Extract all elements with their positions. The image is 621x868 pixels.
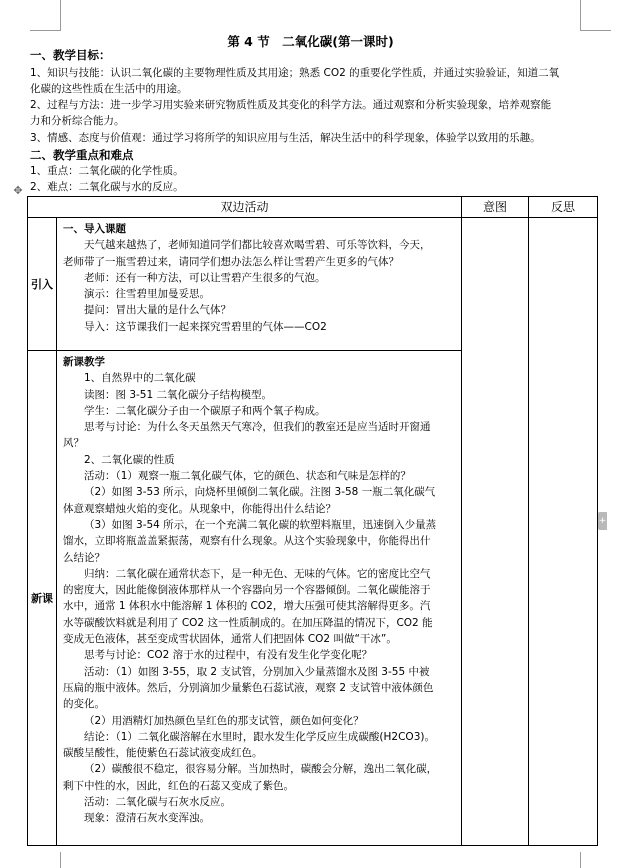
text-line: （2）如图 3-53 所示，向烧杯里倾倒二氧化碳。注图 3-58 一瓶二氧化碳气: [84, 486, 436, 499]
text-line: 的密度大，因此能像倒液体那样从一个容器向另一个容器倾倒。二氧化碳能溶于: [63, 584, 431, 597]
text-line: （3）如图 3-54 所示，在一个充满二氧化碳的软塑料瓶里，迅速倒入少量蒸: [84, 518, 437, 531]
document-title: 第 4 节 二氧化碳(第一课时): [227, 34, 394, 49]
text-line: 体意观察蜡烛火焰的变化。从现象中，你能得出什么结论？: [63, 502, 336, 515]
text-line: 馏水，立即将瓶盖盖紧振荡，观察有什么现象。从这个实验现象中，你能得出什: [63, 535, 431, 548]
goal-line: 化碳的这些性质在生活中的用途。: [30, 83, 188, 95]
text-line: 天气越来越热了，老师知道同学们都比较喜欢喝雪碧、可乐等饮料，今天，: [84, 239, 431, 252]
text-line: 水等碳酸饮料就是利用了 CO2 这一性质制成的。在加压降温的情况下，CO2 能: [63, 616, 433, 629]
header-reflection: 反思: [529, 197, 598, 218]
text-line: 思考与讨论：CO2 溶于水的过程中，有没有发生化学变化呢？: [84, 649, 373, 662]
text-line: 1、自然界中的二氧化碳: [84, 372, 196, 385]
text-line: 导入：这节课我们一起来探究雪碧里的气体——CO2: [84, 320, 327, 333]
text-line: 一、导入课题: [63, 223, 126, 235]
text-line: 现象：澄清石灰水变浑浊。: [84, 812, 210, 825]
text-line: 归纳：二氧化碳在通常状态下，是一种无色、无味的气体。它的密度比空气: [84, 567, 431, 580]
plus-icon[interactable]: +: [598, 512, 607, 530]
text-line: 活动：（1）观察一瓶二氧化碳气体，它的颜色、状态和气味是怎样的？: [84, 470, 411, 483]
move-icon[interactable]: ✥: [13, 184, 23, 197]
text-line: （2）碳酸很不稳定，很容易分解。当加热时，碳酸会分解，逸出二氧化碳，: [84, 763, 438, 776]
text-line: 思考与讨论：为什么冬天虽然天气寒冷，但我们的教室还是应当适时开窗通: [84, 421, 431, 434]
activity-cell-new[interactable]: [57, 351, 462, 846]
reflection-cell[interactable]: [529, 218, 598, 846]
goal-line: 2、过程与方法：进一步学习用实验来研究物质性质及其变化的科学方法。通过观察和分析实验现象，培养观察能: [30, 99, 552, 111]
goal-line: 3、情感、态度与价值观：通过学习将所学的知识应用与生活，解决生活中的科学现象，体验学以致用的乐趣。: [30, 132, 541, 144]
text-line: （2）用酒精灯加热颜色呈红色的那支试管，颜色如何变化？: [84, 714, 364, 727]
goal-line: 力和分析综合能力。: [30, 115, 125, 127]
table-header-row: [28, 197, 598, 218]
text-line: 风？: [63, 437, 84, 450]
text-line: 么结论？: [63, 551, 105, 564]
header-activity: 双边活动: [28, 197, 462, 218]
text-line: 压扁的瓶中液体。然后，分别滴加少量紫色石蕊试液，观察 2 支试管中液体颜色: [63, 681, 434, 694]
text-line: 老师带了一瓶雪碧过来，请同学们想办法怎么样让雪碧产生更多的气体？: [63, 255, 399, 268]
page-corner-mark: [580, 0, 611, 31]
text-line: 学生：二氧化碳分子由一个碳原子和两个氧子构成。: [84, 404, 326, 417]
text-line: 水中，通常 1 体积水中能溶解 1 体积的 CO2，增大压强可使其溶解得更多。汽: [63, 600, 431, 613]
text-line: 2、二氧化碳的性质: [84, 453, 175, 466]
text-line: 提问：冒出大量的是什么气体？: [84, 304, 231, 317]
key-points-heading: 二、教学重点和难点: [30, 148, 134, 162]
text-line: 结论：（1）二氧化碳溶解在水里时，跟水发生化学反应生成碳酸(H2CO3)。: [84, 730, 435, 743]
text-line: 老师：还有一种方法，可以让雪碧产生很多的气泡。: [84, 271, 326, 284]
goals-heading: 一、教学目标：: [30, 48, 111, 62]
row-label-intro: 引入: [28, 218, 57, 351]
text-line: 活动：二氧化碳与石灰水反应。: [84, 796, 231, 809]
text-line: 碳酸呈酸性，能使紫色石蕊试液变成红色。: [63, 747, 263, 760]
text-line: 活动：（1）如图 3-55，取 2 支试管，分别加入少量蒸馏水及图 3-55 中被: [84, 665, 430, 678]
page-corner-mark: [580, 852, 611, 868]
text-line: 剩下中性的水，因此，红色的石蕊又变成了紫色。: [63, 779, 294, 792]
intent-cell[interactable]: [462, 218, 529, 846]
lesson-table: [27, 196, 598, 846]
text-line: 变成无色液体，甚至变成雪状固体，通常人们把固体 CO2 叫做“干冰”。: [63, 633, 397, 646]
table-row: [28, 218, 598, 351]
text-line: 新课教学: [63, 356, 105, 368]
goal-line: 1、知识与技能：认识二氧化碳的主要物理性质及其用途；熟悉 CO2 的重要化学性质，并通过实验验证，知道二氧: [30, 67, 560, 79]
page-corner-mark: [30, 852, 61, 868]
page-corner-mark: [30, 0, 61, 31]
key-point-line: 1、重点：二氧化碳的化学性质。: [30, 165, 184, 177]
key-point-line: 2、难点：二氧化碳与水的反应。: [30, 181, 184, 193]
text-line: 读图：图 3-51 二氧化碳分子结构模型。: [84, 388, 273, 401]
text-line: 的变化。: [63, 698, 105, 711]
header-intent: 意图: [462, 197, 529, 218]
row-label-new: 新课: [28, 351, 57, 846]
activity-cell-intro[interactable]: [57, 218, 462, 351]
text-line: 演示：往雪碧里加曼妥思。: [84, 288, 210, 301]
